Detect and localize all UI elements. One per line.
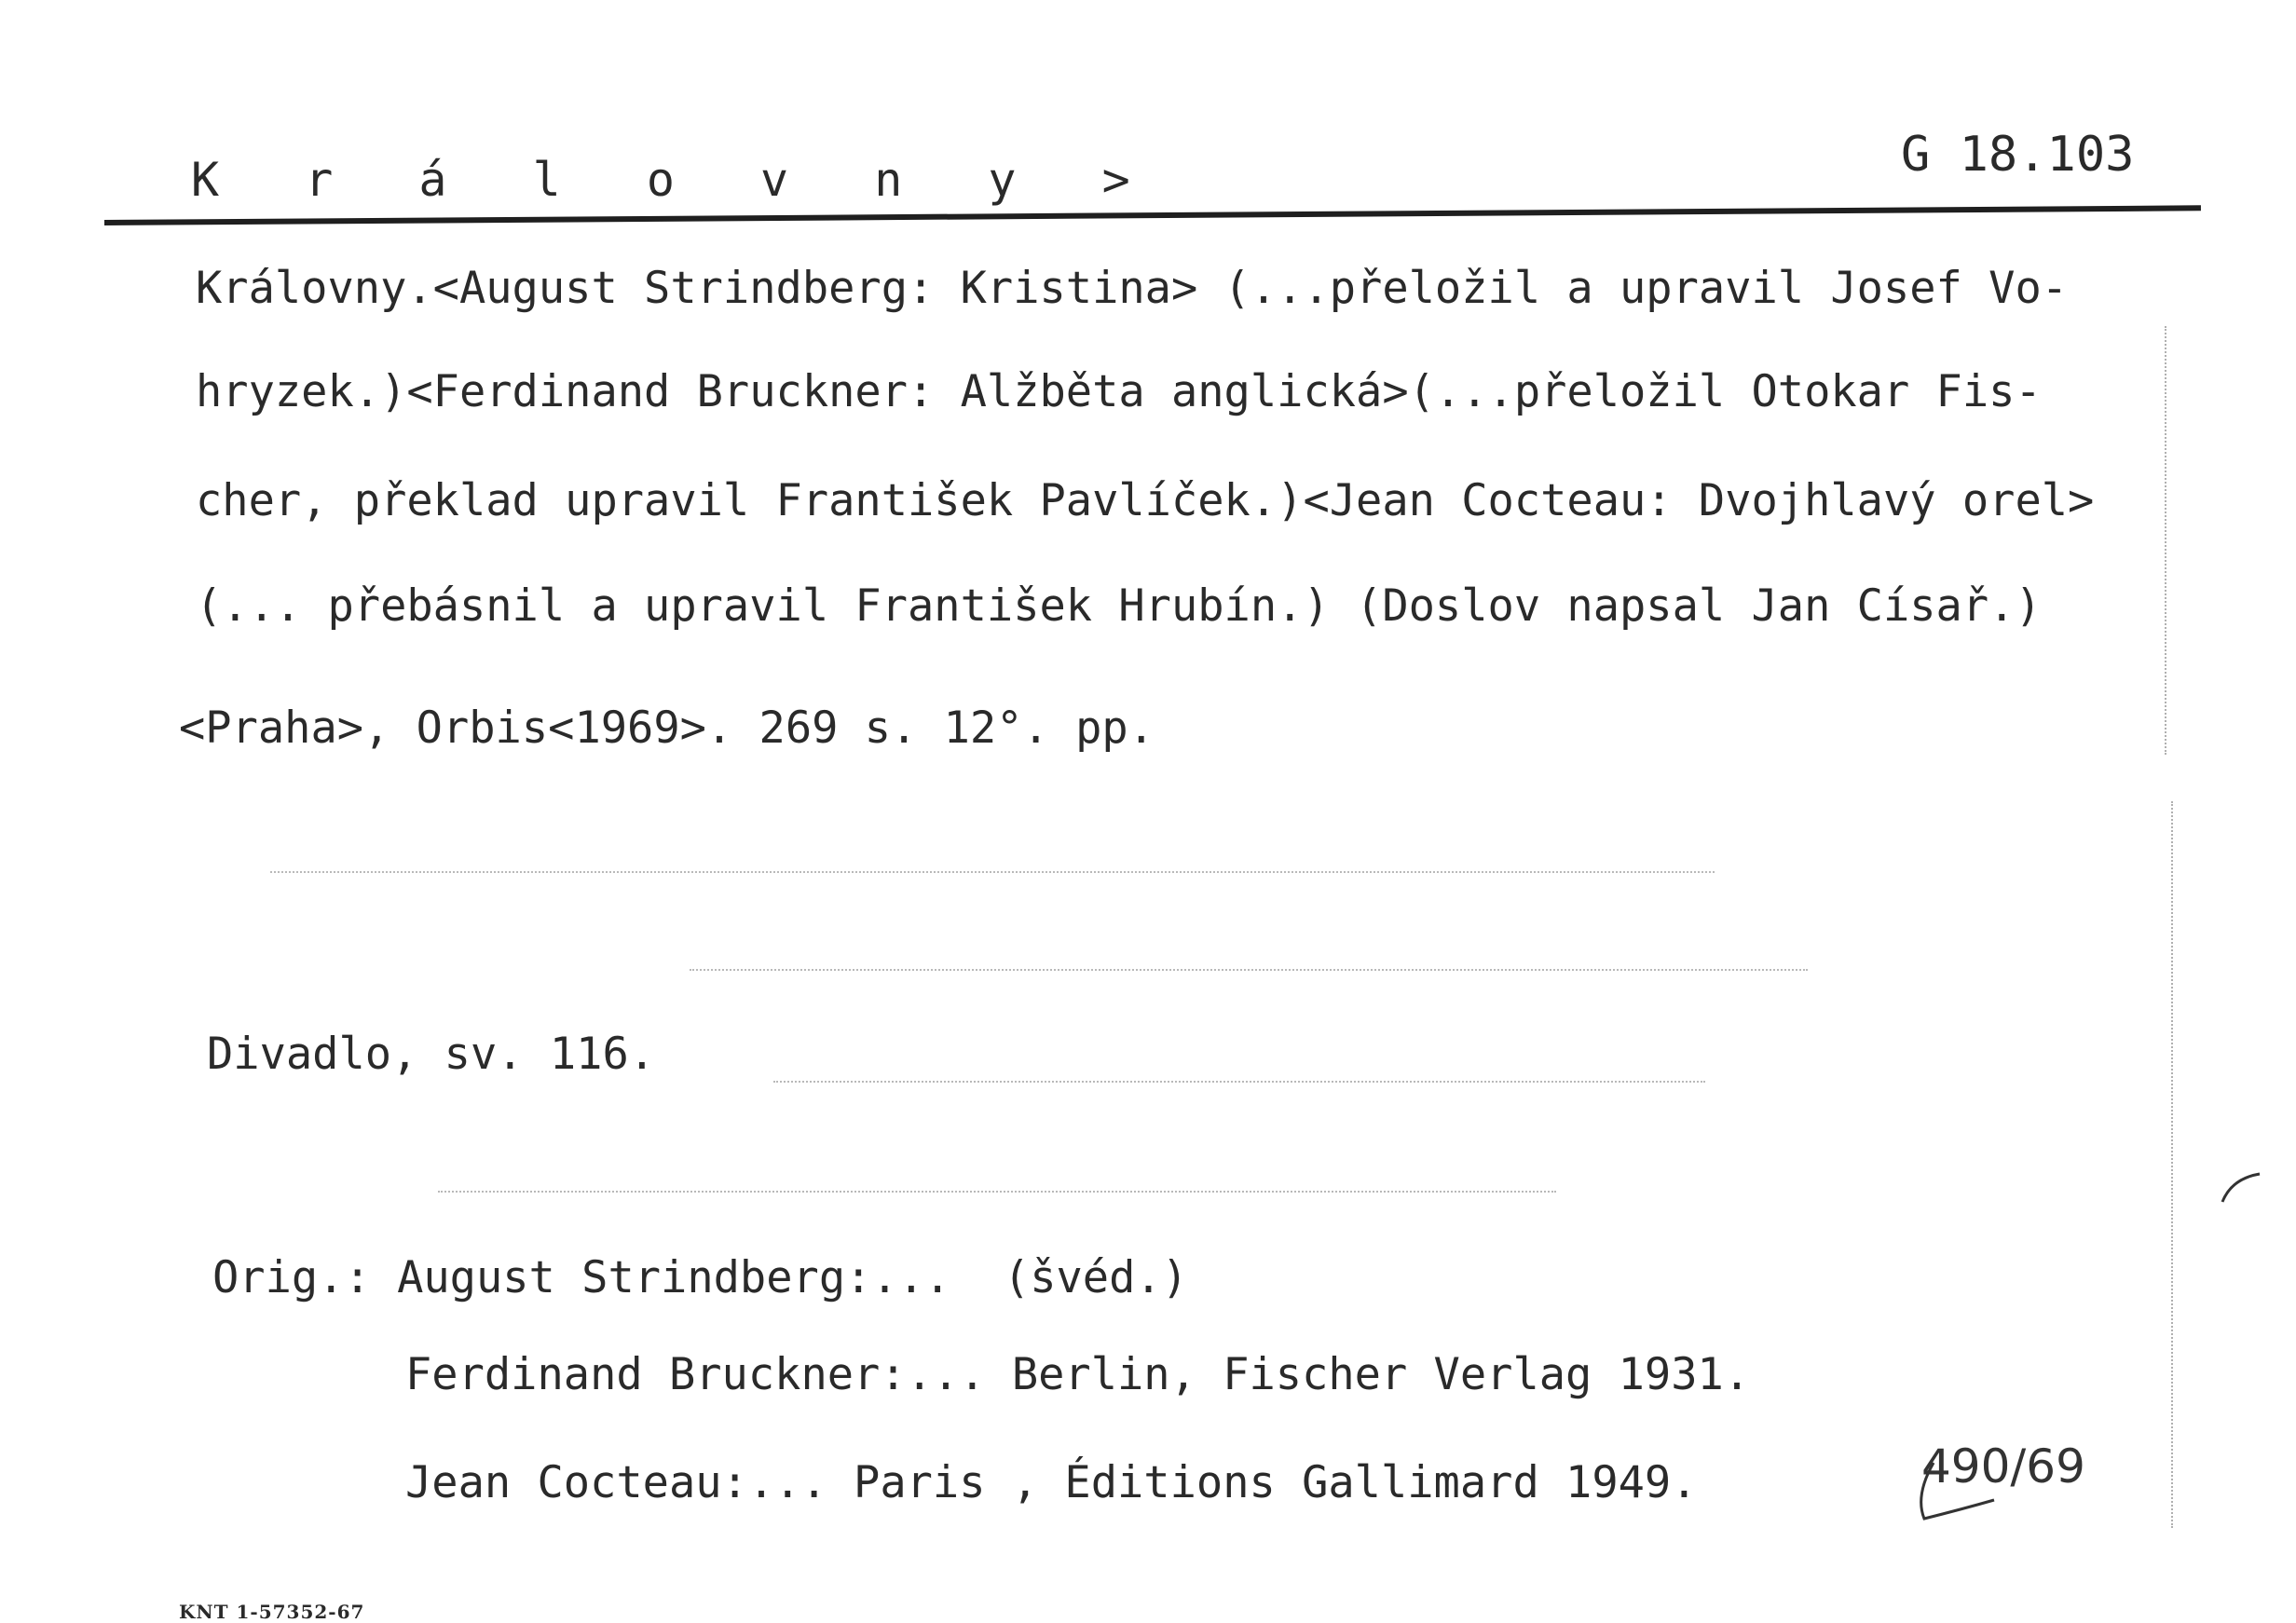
accession-bracket-icon [1915, 1458, 1999, 1528]
shelf-signature: G 18.103 [1901, 127, 2135, 183]
scan-dots [2165, 326, 2166, 755]
scan-dots [690, 969, 1808, 971]
description-line-2: hryzek.)<Ferdinand Bruckner: Alžběta anglická>(...přeložil Otokar Fis- [196, 366, 2042, 417]
imprint-line: <Praha>, Orbis<1969>. 269 s. 12°. pp. [179, 702, 1155, 754]
scan-dots [270, 871, 1715, 873]
scan-dots [438, 1191, 1556, 1193]
description-line-4: (... přebásnil a upravil František Hrubín.) (Doslov napsal Jan Císař.) [196, 580, 2042, 632]
original-cocteau: Jean Cocteau:... Paris , Éditions Gallimard 1949. [405, 1457, 1698, 1508]
heading-rule [104, 205, 2201, 225]
accession-number: 490/69 [1921, 1439, 2085, 1493]
scan-dots [2171, 801, 2173, 1528]
description-line-1: Královny.<August Strindberg: Kristina> (...přeložil a upravil Josef Vo- [196, 263, 2069, 314]
print-code: KNT 1-57352-67 [179, 1601, 365, 1623]
pen-mark-icon [2218, 1169, 2264, 1207]
description-line-3: cher, překlad upravil František Pavlíček.)<Jean Cocteau: Dvojhlavý orel> [196, 475, 2095, 526]
original-strindberg: Orig.: August Strindberg:... (švéd.) [212, 1252, 1188, 1303]
scan-dots [773, 1081, 1705, 1083]
card-heading: K r á l o v n y > [191, 153, 1159, 207]
original-bruckner: Ferdinand Bruckner:... Berlin, Fischer Verlag 1931. [405, 1349, 1751, 1400]
series-note: Divadlo, sv. 116. [207, 1029, 656, 1080]
